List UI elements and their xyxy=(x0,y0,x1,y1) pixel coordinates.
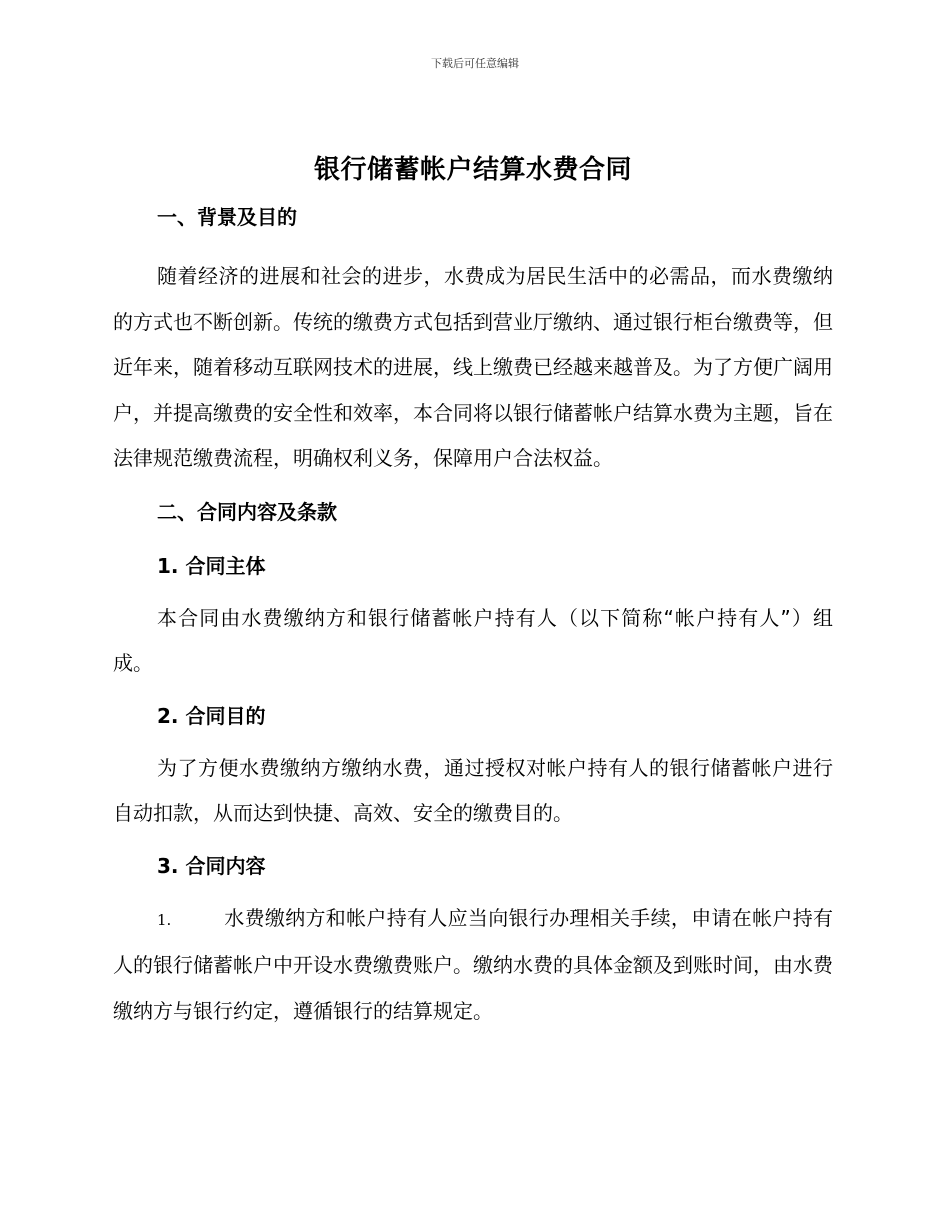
paragraph-background: 随着经济的进展和社会的进步，水费成为居民生活中的必需品，而水费缴纳的方式也不断创新。传统的缴费方式包括到营业厅缴纳、通过银行柜台缴费等，但近年来，随着移动互联网技术的进展，线上缴费已经越来越普及。为了方便广阔用户，并提高缴费的安全性和效率，本合同将以银行储蓄帐户结算水费为主题，旨在法律规范缴费流程，明确权利义务，保障用户合法权益。 xyxy=(113,264,833,470)
subsection-heading-purpose: 2. 合同目的 xyxy=(157,703,266,728)
header-note: 下载后可任意编辑 xyxy=(431,57,519,70)
paragraph-purpose: 为了方便水费缴纳方缴纳水费，通过授权对帐户持有人的银行储蓄帐户进行自动扣款，从而达到快捷、高效、安全的缴费目的。 xyxy=(113,755,833,825)
paragraph-parties: 本合同由水费缴纳方和银行储蓄帐户持有人（以下简称“帐户持有人”）组成。 xyxy=(113,605,833,675)
list-item-text: 水费缴纳方和帐户持有人应当向银行办理相关手续，申请在帐户持有人的银行储蓄帐户中开设水费缴费账户。缴纳水费的具体金额及到账时间，由水费缴纳方与银行约定，遵循银行的结算规定。 xyxy=(113,905,833,1023)
section-heading-contract-content: 二、合同内容及条款 xyxy=(157,499,337,524)
section-heading-background: 一、背景及目的 xyxy=(157,205,297,229)
list-item-number: 1. xyxy=(157,910,172,929)
subsection-heading-content: 3. 合同内容 xyxy=(157,853,266,878)
document-title: 银行储蓄帐户结算水费合同 xyxy=(313,155,632,185)
document-body xyxy=(113,150,833,1034)
spacer xyxy=(113,482,833,497)
subsection-heading-parties: 1. 合同主体 xyxy=(157,553,266,578)
list-item xyxy=(113,896,833,1035)
